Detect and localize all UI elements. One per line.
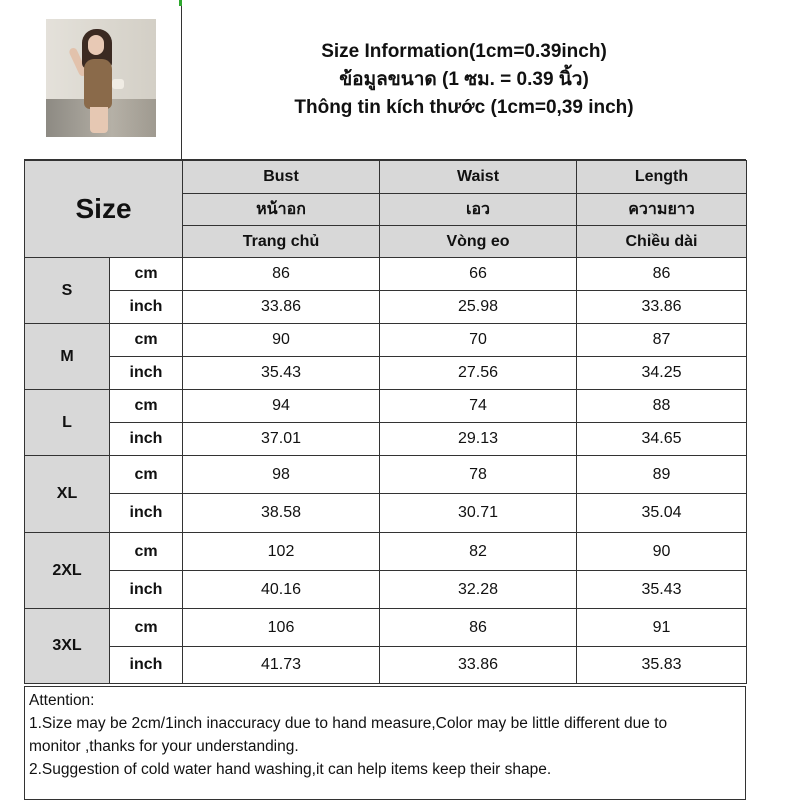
- table-row: [25, 357, 747, 390]
- col-header-waist-vi: Vòng eo: [380, 226, 577, 258]
- length-cm: 86: [577, 258, 747, 291]
- title-vietnamese: Thông tin kích thước (1cm=0,39 inch): [294, 96, 634, 118]
- waist-cm: 82: [380, 533, 577, 571]
- bust-cm: 98: [183, 456, 380, 494]
- col-header-bust-th: หน้าอก: [183, 194, 380, 226]
- size-label: XL: [25, 456, 110, 533]
- size-heading: Size: [25, 161, 183, 258]
- col-header-length-vi: Chiều dài: [577, 226, 747, 258]
- bust-inch: 41.73: [183, 647, 380, 684]
- col-header-waist-en: Waist: [380, 161, 577, 194]
- col-header-length-th: ความยาว: [577, 194, 747, 226]
- table-row: [25, 390, 747, 423]
- length-cm: 90: [577, 533, 747, 571]
- unit-label-cm: cm: [110, 390, 183, 423]
- waist-cm: 78: [380, 456, 577, 494]
- product-photo-cell: [24, 0, 182, 160]
- bust-cm: 90: [183, 324, 380, 357]
- waist-cm: 66: [380, 258, 577, 291]
- waist-cm: 86: [380, 609, 577, 647]
- size-label: 3XL: [25, 609, 110, 684]
- length-inch: 35.83: [577, 647, 747, 684]
- waist-inch: 29.13: [380, 423, 577, 456]
- size-chart-table: [24, 160, 747, 684]
- table-row: [25, 533, 747, 571]
- bust-cm: 106: [183, 609, 380, 647]
- bust-inch: 35.43: [183, 357, 380, 390]
- bust-inch: 40.16: [183, 571, 380, 609]
- table-row: [25, 258, 747, 291]
- unit-label-cm: cm: [110, 609, 183, 647]
- table-row: [25, 456, 747, 494]
- unit-label-cm: cm: [110, 456, 183, 494]
- notes-heading: Attention:: [29, 692, 95, 709]
- length-inch: 34.65: [577, 423, 747, 456]
- waist-inch: 27.56: [380, 357, 577, 390]
- col-header-bust-en: Bust: [183, 161, 380, 194]
- note-line-1b: monitor ,thanks for your understanding.: [29, 738, 299, 755]
- unit-label-inch: inch: [110, 423, 183, 456]
- unit-label-inch: inch: [110, 494, 183, 533]
- size-label: S: [25, 258, 110, 324]
- size-label: 2XL: [25, 533, 110, 609]
- unit-label-inch: inch: [110, 571, 183, 609]
- length-cm: 89: [577, 456, 747, 494]
- bust-inch: 37.01: [183, 423, 380, 456]
- unit-label-cm: cm: [110, 258, 183, 291]
- unit-label-cm: cm: [110, 324, 183, 357]
- waist-inch: 30.71: [380, 494, 577, 533]
- waist-cm: 70: [380, 324, 577, 357]
- bust-cm: 94: [183, 390, 380, 423]
- col-header-bust-vi: Trang chủ: [183, 226, 380, 258]
- table-row: [25, 571, 747, 609]
- bust-cm: 86: [183, 258, 380, 291]
- bust-inch: 33.86: [183, 291, 380, 324]
- waist-inch: 33.86: [380, 647, 577, 684]
- unit-label-inch: inch: [110, 291, 183, 324]
- size-label: L: [25, 390, 110, 456]
- length-inch: 35.04: [577, 494, 747, 533]
- table-row: [25, 324, 747, 357]
- unit-label-inch: inch: [110, 647, 183, 684]
- table-row: [25, 494, 747, 533]
- col-header-length-en: Length: [577, 161, 747, 194]
- size-info-header: [182, 0, 746, 160]
- length-cm: 87: [577, 324, 747, 357]
- length-inch: 35.43: [577, 571, 747, 609]
- waist-inch: 32.28: [380, 571, 577, 609]
- note-line-1a: 1.Size may be 2cm/1inch inaccuracy due to hand measure,Color may be little different due to: [29, 715, 668, 732]
- unit-label-inch: inch: [110, 357, 183, 390]
- bust-cm: 102: [183, 533, 380, 571]
- col-header-waist-th: เอว: [380, 194, 577, 226]
- unit-label-cm: cm: [110, 533, 183, 571]
- size-label: M: [25, 324, 110, 390]
- table-row: [25, 423, 747, 456]
- length-inch: 33.86: [577, 291, 747, 324]
- product-photo: [46, 19, 156, 137]
- length-cm: 88: [577, 390, 747, 423]
- attention-notes: [24, 686, 746, 800]
- waist-inch: 25.98: [380, 291, 577, 324]
- note-line-2: 2.Suggestion of cold water hand washing,it can help items keep their shape.: [29, 761, 552, 778]
- table-row: [25, 291, 747, 324]
- table-row: [25, 647, 747, 684]
- waist-cm: 74: [380, 390, 577, 423]
- title-thai: ข้อมูลขนาด (1 ซม. = 0.39 นิ้ว): [339, 68, 589, 90]
- table-row: [25, 609, 747, 647]
- bust-inch: 38.58: [183, 494, 380, 533]
- length-cm: 91: [577, 609, 747, 647]
- title-english: Size Information(1cm=0.39inch): [321, 40, 607, 62]
- length-inch: 34.25: [577, 357, 747, 390]
